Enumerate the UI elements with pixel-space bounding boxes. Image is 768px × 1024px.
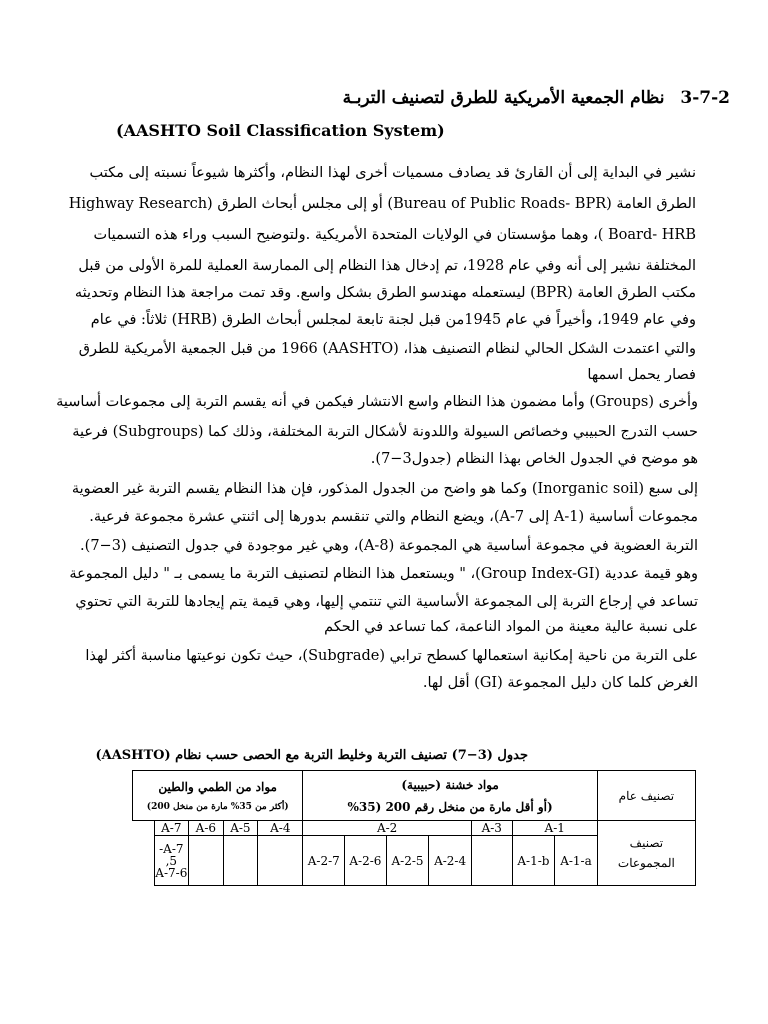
section-heading [343,88,730,108]
paragraph-1-line-5: مكتب الطرق العامة (BPR) ليستعمله مهندسو الطرق بشكل واسع. وقد تمت مراجعة هذا النظام وتحديثه [74,285,696,301]
subgroup-a1b: A-1-b [512,836,555,886]
section-title: نظام الجمعية الأمريكية للطرق لتصنيف التربـة [342,88,665,108]
paragraph-1-line-8: فصار يحمل اسمها [587,367,696,383]
paragraph-1-line-2: الطرق العامة (Bureau of Public Roads- BPR) أو إلى مجلس أبحاث الطرق (Highway Research [68,196,696,212]
subgroup-a7-line-1: A-7- [159,841,184,856]
group-a3: A-3 [471,821,512,836]
paragraph-2-line-11: الغرض كلما كان دليل المجموعة (GI) أقل لها. [422,675,698,691]
coarse-note: (أو أقل مارة من منخل رقم 200 (35% [347,799,553,814]
paragraph-1-line-1: نشير في البداية إلى أن القارئ قد يصادف مسميات أخرى لهذا النظام، وأكثرها شيوعاً نسبته إلى مكتب [89,165,696,181]
subgroup-a1a: A-1-a [555,836,598,886]
subgroup-a6-empty [189,836,224,886]
header-general-classification: تصنيف عام [597,771,695,821]
paragraph-2-line-1: وأخرى (Groups) وأما مضمون هذا النظام واسع الانتشار فيكمن في أنه يقسم التربة إلى مجموعات أساسية [56,394,698,410]
paragraph-2-line-6: التربة العضوية في مجموعة أساسية هي المجموعة (A-8)، وهي غير موجودة في جدول التصنيف (3−7). [80,538,698,554]
header-coarse-materials [303,771,597,821]
subgroup-a26: A-2-6 [345,836,387,886]
subgroup-a7-line-3: A-7-6 [155,865,188,880]
paragraph-2-line-2: حسب التدرج الحبيبي وخصائص السيولة واللدونة لأشكال التربة المختلفة، وذلك كما (Subgroups) فرعية [72,424,698,440]
paragraph-1-line-7: والتي اعتمدت الشكل الحالي لنظام التصنيف هذا، (AASHTO) 1966 من قبل الجمعية الأمريكية للطرق [78,341,696,357]
header-fine-materials [133,771,303,821]
fine-title: مواد من الطمي والطين [158,779,277,794]
group-label-line-2: المجموعات [617,856,675,870]
aashto-classification-table [132,770,696,886]
group-a7: A-7 [154,821,189,836]
subgroup-a24: A-2-4 [429,836,472,886]
group-a5: A-5 [223,821,258,836]
group-a4: A-4 [258,821,303,836]
group-a1: A-1 [512,821,597,836]
paragraph-2-line-5: مجموعات أساسية (A-1 إلى A-7)، ويضع النظام والتي تنقسم بدورها إلى اثنتي عشرة مجموعة فرعية. [89,509,698,525]
section-subheading: (AASHTO Soil Classification System) [116,121,445,140]
subgroup-a4-empty [258,836,303,886]
paragraph-2-line-3: هو موضح في الجدول الخاص بهذا النظام (جدول3−7). [370,451,698,467]
group-a2: A-2 [303,821,471,836]
subgroup-a7 [154,836,189,886]
subgroup-a5-empty [223,836,258,886]
table-caption: جدول (3−7) تصنيف التربة وخليط التربة مع الحصى حسب نظام (AASHTO) [95,748,528,763]
subgroup-a27: A-2-7 [303,836,345,886]
subgroup-a7-line-2: 5, [165,853,178,868]
subgroup-a25: A-2-5 [386,836,429,886]
fine-note: (أكثر من 35% مارة من منخل 200) [146,801,289,812]
paragraph-1-line-4: المختلفة نشير إلى أنه وفي عام 1928، تم إدخال هذا النظام إلى الممارسة العملية للمرة الأولى من قبل [78,258,696,274]
paragraph-2-line-4: إلى سبع (Inorganic soil) وكما هو واضح من الجدول المذكور، فإن هذا النظام يقسم التربة غير العضوية [71,481,698,497]
group-label-line-1: تصنيف [629,836,664,850]
coarse-title: مواد خشنة (حبيبية) [401,777,499,792]
paragraph-2-line-8: تساعد في إرجاع التربة إلى المجموعة الأساسية التي تنتمي إليها، وهي قيمة يتم إيجادها للتربة التي تحتوي [75,594,698,610]
section-number: 3-7-2 [680,88,730,108]
group-classification-label [597,821,695,886]
paragraph-2-line-10: على التربة من ناحية إمكانية استعمالها كسطح ترابي (Subgrade)، حيث تكون نوعيتها مناسبة أكثر لهذا [85,648,698,664]
subgroup-a3-empty [471,836,512,886]
paragraph-2-line-9: على نسبة عالية معينة من المواد الناعمة، كما تساعد في الحكم [324,619,698,635]
paragraph-1-line-6: وفي عام 1949، وأخيراً في عام 1945من قبل لجنة تابعة لمجلس أبحاث الطرق (HRB) ثلاثاً: في عام [90,312,696,328]
paragraph-1-line-3: Board- HRB )، وهما مؤسستان في الولايات المتحدة الأمريكية .ولتوضيح السبب وراء هذه التسميات [93,227,696,243]
paragraph-2-line-7: وهو قيمة عددية (Group Index-GI)، " ويستعمل هذا النظام لتصنيف التربة ما يسمى بـ " دليل المجموعة [69,566,698,582]
group-a6: A-6 [189,821,224,836]
